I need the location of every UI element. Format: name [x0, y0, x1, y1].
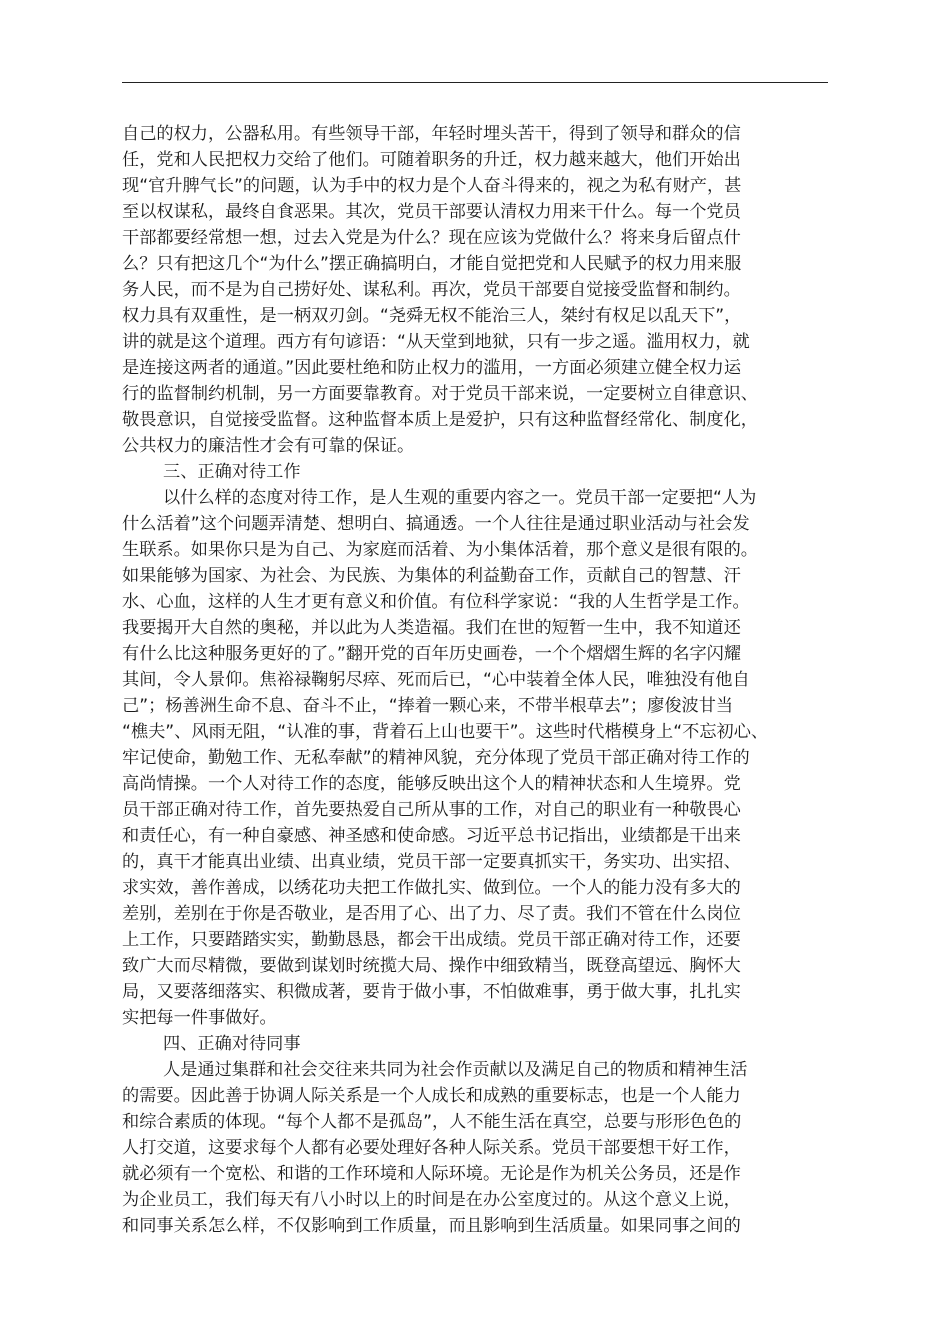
- header-rule: [122, 82, 828, 83]
- text-line: 高尚情操。一个人对待工作的态度，能够反映出这个人的精神状态和人生境界。党: [122, 774, 741, 794]
- text-line: 为企业员工，我们每天有八小时以上的时间是在办公室度过的。从这个意义上说，: [122, 1190, 741, 1210]
- text-line: 就必须有一个宽松、和谐的工作环境和人际环境。无论是作为机关公务员，还是作: [122, 1164, 741, 1184]
- text-line: 什么活着”这个问题弄清楚、想明白、搞通透。一个人往往是通过职业活动与社会发: [122, 514, 750, 534]
- text-line: 人打交道，这要求每个人都有必要处理好各种人际关系。党员干部要想干好工作，: [122, 1138, 741, 1158]
- paragraph-start-line: 人是通过集群和社会交往来共同为社会作贡献以及满足自己的物质和精神生活: [163, 1060, 748, 1080]
- text-line: 员干部正确对待工作，首先要热爱自己所从事的工作，对自己的职业有一种敬畏心: [122, 800, 741, 820]
- text-line: 至以权谋私，最终自食恶果。其次，党员干部要认清权力用来干什么。每一个党员: [122, 202, 741, 222]
- text-line: 有什么比这种服务更好的了。”翻开党的百年历史画卷，一个个熠熠生辉的名字闪耀: [122, 644, 742, 664]
- text-line: 和同事关系怎么样，不仅影响到工作质量，而且影响到生活质量。如果同事之间的: [122, 1216, 741, 1236]
- text-line: 我要揭开大自然的奥秘，并以此为人类造福。我们在世的短暂一生中，我不知道还: [122, 618, 741, 638]
- text-line: “樵夫”、风雨无阻，“认准的事，背着石上山也要干”。这些时代楷模身上“不忘初心、: [122, 722, 769, 742]
- text-line: 水、心血，这样的人生才更有意义和价值。有位科学家说：“我的人生哲学是工作。: [122, 592, 750, 612]
- paragraph-start-line: 以什么样的态度对待工作，是人生观的重要内容之一。党员干部一定要把“人为: [163, 488, 757, 508]
- text-line: 牢记使命，勤勉工作、无私奉献”的精神风貌，充分体现了党员干部正确对待工作的: [122, 748, 750, 768]
- text-line: 己”；杨善洲生命不息、奋斗不止，“捧着一颗心来，不带半根草去”；廖俊波甘当: [122, 696, 734, 716]
- text-line: 差别，差别在于你是否敬业，是否用了心、出了力、尽了责。我们不管在什么岗位: [122, 904, 741, 924]
- text-line: 如果能够为国家、为社会、为民族、为集体的利益勤奋工作，贡献自己的智慧、汗: [122, 566, 741, 586]
- text-line: 的需要。因此善于协调人际关系是一个人成长和成熟的重要标志，也是一个人能力: [122, 1086, 741, 1106]
- text-line: 现“官升脾气长”的问题，认为手中的权力是个人奋斗得来的，视之为私有财产，甚: [122, 176, 742, 196]
- text-line: 自己的权力，公器私用。有些领导干部，年轻时埋头苦干，得到了领导和群众的信: [122, 124, 741, 144]
- text-line: 局，又要落细落实、积微成著，要肯于做小事，不怕做难事，勇于做大事，扎扎实: [122, 982, 741, 1002]
- text-line: 务人民，而不是为自己捞好处、谋私利。再次，党员干部要自觉接受监督和制约。: [122, 280, 741, 300]
- document-body: [122, 121, 828, 1239]
- text-line: 和综合素质的体现。“每个人都不是孤岛”，人不能生活在真空，总要与形形色色的: [122, 1112, 742, 1132]
- text-line: 任，党和人民把权力交给了他们。可随着职务的升迁，权力越来越大，他们开始出: [122, 150, 741, 170]
- text-line: 讲的就是这个道理。西方有句谚语：“从天堂到地狱，只有一步之遥。滥用权力，就: [122, 332, 750, 352]
- text-line: 敬畏意识，自觉接受监督。这种监督本质上是爱护，只有这种监督经常化、制度化，: [122, 410, 758, 430]
- text-line: 么？只有把这几个“为什么”摆正确搞明白，才能自觉把党和人民赋予的权力用来服: [122, 254, 742, 274]
- text-line: 其间，令人景仰。焦裕禄鞠躬尽瘁、死而后已，“心中装着全体人民，唯独没有他自: [122, 670, 750, 690]
- text-line: 行的监督制约机制，另一方面要靠教育。对于党员干部来说，一定要树立自律意识、: [122, 384, 758, 404]
- text-line: 求实效，善作善成，以绣花功夫把工作做扎实、做到位。一个人的能力没有多大的: [122, 878, 741, 898]
- text-line: 生联系。如果你只是为自己、为家庭而活着、为小集体活着，那个意义是很有限的。: [122, 540, 758, 560]
- text-line: 公共权力的廉洁性才会有可靠的保证。: [122, 436, 415, 456]
- text-line: 干部都要经常想一想，过去入党是为什么？现在应该为党做什么？将来身后留点什: [122, 228, 741, 248]
- text-line: 的，真干才能真出业绩、出真业绩，党员干部一定要真抓实干，务实功、出实招、: [122, 852, 741, 872]
- paragraph-start-line: 四、正确对待同事: [163, 1034, 301, 1054]
- text-line: 致广大而尽精微，要做到谋划时统揽大局、操作中细致精当，既登高望远、胸怀大: [122, 956, 741, 976]
- text-line: 是连接这两者的通道。”因此要杜绝和防止权力的滥用，一方面必须建立健全权力运: [122, 358, 742, 378]
- text-line: 实把每一件事做好。: [122, 1008, 277, 1028]
- text-line: 和责任心，有一种自豪感、神圣感和使命感。习近平总书记指出，业绩都是干出来: [122, 826, 741, 846]
- text-line: 权力具有双重性，是一柄双刃剑。“尧舜无权不能治三人，桀纣有权足以乱天下”，: [122, 306, 742, 326]
- paragraph-start-line: 三、正确对待工作: [163, 462, 301, 482]
- text-line: 上工作，只要踏踏实实，勤勤恳恳，都会干出成绩。党员干部正确对待工作，还要: [122, 930, 741, 950]
